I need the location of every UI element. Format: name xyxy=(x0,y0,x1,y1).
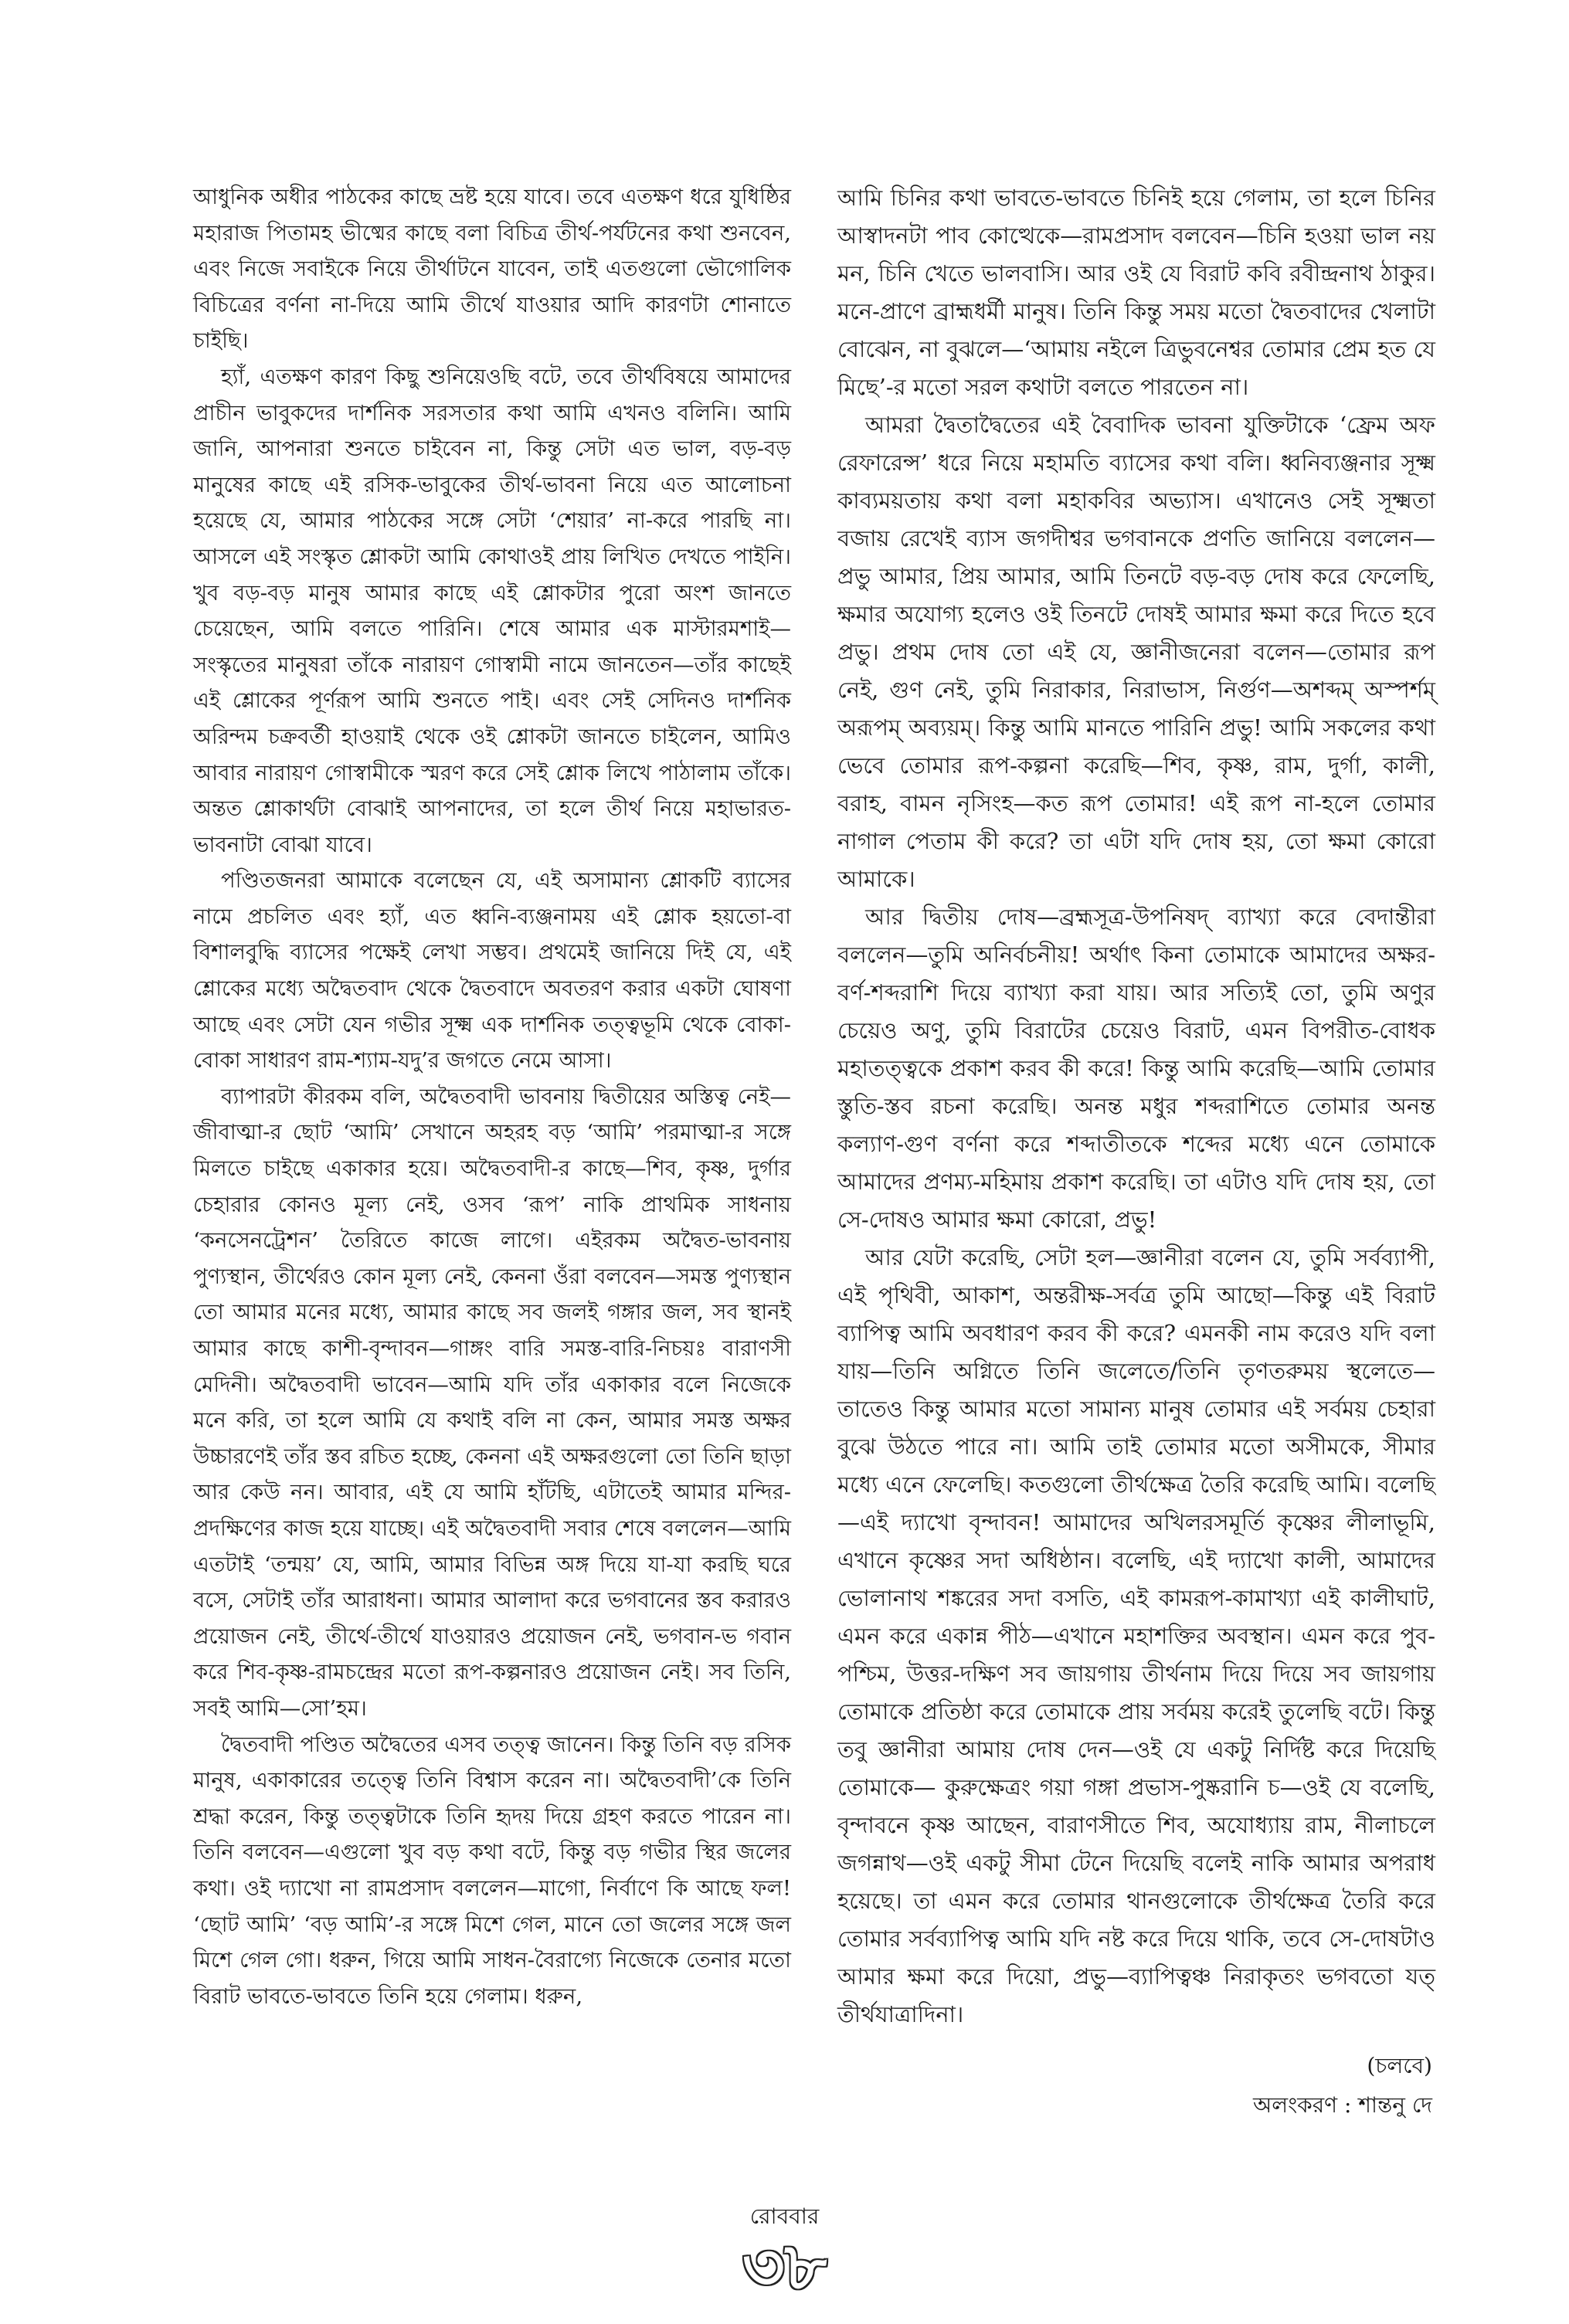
footer-publication-name: রোববার xyxy=(749,2204,820,2229)
paragraph: আধুনিক অধীর পাঠকের কাছে ভ্রষ্ট হয়ে যাবে। তবে এতক্ষণ ধরে যুধিষ্ঠির মহারাজ পিতামহ ভীষ্মের কাছে বলা বিচিত্র তীর্থ-পর্যটনের কথা শুনবেন, এবং নিজে সবাইকে নিয়ে তীর্থাটনে যাবেন, তাই এতগুলো ভৌগোলিক বিচিত্রের বর্ণনা না-দিয়ে আমি তীর্থে যাওয়ার আদি কারণটা শোনাতে চাইছি। xyxy=(193,185,791,354)
paragraph: আর দ্বিতীয় দোষ—ব্রহ্মসূত্র-উপনিষদ্‌ ব্যাখ্যা করে বেদান্তীরা বললেন—তুমি অনির্বচনীয়! অর্থাৎ কিনা তোমাকে আমাদের অক্ষর-বর্ণ-শব্দরাশি দিয়ে ব্যাখ্যা করা যায়। আর সত্যিই তো, তুমি অণুর চেয়েও অণু, তুমি বিরাটের চেয়েও বিরাট, এমন বিপরীত-বোধক মহাতত্ত্বকে প্রকাশ করব কী করে! কিন্তু আমি করেছি—আমি তোমার স্তুতি-স্তব রচনা করেছি। অনন্ত মধুর শব্দরাশিতে তোমার অনন্ত কল্যাণ-গুণ বর্ণনা করে শব্দাতীতকে শব্দের মধ্যে এনে তোমাকে আমাদের প্রণম্য-মহিমায় প্রকাশ করেছি। তা এটাও যদি দোষ হয়, তো সে-দোষও আমার ক্ষমা কোরো, প্রভু! xyxy=(837,904,1435,1233)
paragraph: পণ্ডিতজনরা আমাকে বলেছেন যে, এই অসামান্য শ্লোকটি ব্যাসের নামে প্রচলিত এবং হ্যাঁ, এত ধ্বনি-ব্যঞ্জনাময় এই শ্লোক হয়তো-বা বিশালবুদ্ধি ব্যাসের পক্ষেই লেখা সম্ভব। প্রথমেই জানিয়ে দিই যে, এই শ্লোকের মধ্যে অদ্বৈতবাদ থেকে দ্বৈতবাদে অবতরণ করার একটা ঘোষণা আছে এবং সেটা যেন গভীর সূক্ষ্ম এক দার্শনিক তত্ত্বভূমি থেকে বোকা-বোকা সাধারণ রাম-শ্যাম-যদু’র জগতে নেমে আসা। xyxy=(193,868,791,1074)
left-column xyxy=(193,179,791,2014)
right-column xyxy=(837,179,1435,2034)
paragraph: আমি চিনির কথা ভাবতে-ভাবতে চিনিই হয়ে গেলাম, তা হলে চিনির আস্বাদনটা পাব কোত্থেকে—রামপ্রসাদ বলবেন—চিনি হওয়া ভাল নয় মন, চিনি খেতে ভালবাসি। আর ওই যে বিরাট কবি রবীন্দ্রনাথ ঠাকুর। মনে-প্রাণে ব্রাহ্মধর্মী মানুষ। তিনি কিন্তু সময় মতো দ্বৈতবাদের খেলাটা বোঝেন, না বুঝলে—‘আমায় নইলে ত্রিভুবনেশ্বর তোমার প্রেম হত যে মিছে’-র মতো সরল কথাটা বলতে পারতেন না। xyxy=(837,185,1435,400)
paragraph: ব্যাপারটা কীরকম বলি, অদ্বৈতবাদী ভাবনায় দ্বিতীয়ের অস্তিত্ব নেই—জীবাত্মা-র ছোট ‘আমি’ সেখানে অহরহ বড় ‘আমি’ পরমাত্মা-র সঙ্গে মিলতে চাইছে একাকার হয়ে। অদ্বৈতবাদী-র কাছে—শিব, কৃষ্ণ, দুর্গার চেহারার কোনও মূল্য নেই, ওসব ‘রূপ’ নাকি প্রাথমিক সাধনায় ‘কনসেনট্রেশন’ তৈরিতে কাজে লাগে। এইরকম অদ্বৈত-ভাবনায় পুণ্যস্থান, তীর্থেরও কোন মূল্য নেই, কেননা ওঁরা বলবেন—সমস্ত পুণ্যস্থান তো আমার মনের মধ্যে, আমার কাছে সব জলই গঙ্গার জল, সব স্থানই আমার কাছে কাশী-বৃন্দাবন—গাঙ্গং বারি সমস্ত-বারি-নিচয়ঃ বারাণসী মেদিনী। অদ্বৈতবাদী ভাবেন—আমি যদি তাঁর একাকার বলে নিজেকে মনে করি, তা হলে আমি যে কথাই বলি না কেন, আমার সমস্ত অক্ষর উচ্চারণেই তাঁর স্তব রচিত হচ্ছে, কেননা এই অক্ষরগুলো তো তিনি ছাড়া আর কেউ নন। আবার, এই যে আমি হাঁটছি, এটাতেই আমার মন্দির-প্রদক্ষিণের কাজ হয়ে যাচ্ছে। এই অদ্বৈতবাদী সবার শেষে বললেন—আমি এতটাই ‘তন্ময়’ যে, আমি, আমার বিভিন্ন অঙ্গ দিয়ে যা-যা করছি ঘরে বসে, সেটাই তাঁর আরাধনা। আমার আলাদা করে ভগবানের স্তব করারও প্রয়োজন নেই, তীর্থে-তীর্থে যাওয়ারও প্রয়োজন নেই, ভগবান-ভ গবান করে শিব-কৃষ্ণ-রামচন্দ্রের মতো রূপ-কল্পনারও প্রয়োজন নেই। সব তিনি, সবই আমি—সো’হম। xyxy=(193,1084,791,1721)
paragraph: আর যেটা করেছি, সেটা হল—জ্ঞানীরা বলেন যে, তুমি সর্বব্যাপী, এই পৃথিবী, আকাশ, অন্তরীক্ষ-সর্বত্র তুমি আছো—কিন্তু এই বিরাট ব্যাপিত্ব আমি অবধারণ করব কী করে? এমনকী নাম করেও যদি বলা যায়—তিনি অগ্নিতে তিনি জলেতে/তিনি তৃণতরুময় স্থলেতে—তাতেও কিন্তু আমার মতো সামান্য মানুষ তোমার এই সর্বময় চেহারা বুঝে উঠতে পারে না। আমি তাই তোমার মতো অসীমকে, সীমার মধ্যে এনে ফেলেছি। কতগুলো তীর্থক্ষেত্র তৈরি করেছি আমি। বলেছি—এই দ্যাখো বৃন্দাবন! আমাদের অখিলরসমূর্তি কৃষ্ণের লীলাভূমি, এখানে কৃষ্ণের সদা অধিষ্ঠান। বলেছি, এই দ্যাখো কালী, আমাদের ভোলানাথ শঙ্করের সদা বসতি, এই কামরূপ-কামাখ্যা এই কালীঘাট, এমন করে একান্ন পীঠ—এখানে মহাশক্তির অবস্থান। এমন করে পুব-পশ্চিম, উত্তর-দক্ষিণ সব জায়গায় তীর্থনাম দিয়ে দিয়ে সব জায়গায় তোমাকে প্রতিষ্ঠা করে তোমাকে প্রায় সর্বময় করেই তুলেছি বটে। কিন্তু তবু জ্ঞানীরা আমায় দোষ দেন—ওই যে একটু নির্দিষ্ট করে দিয়েছি তোমাকে— কুরুক্ষেত্রং গয়া গঙ্গা প্রভাস-পুষ্করানি চ—ওই যে বলেছি, বৃন্দাবনে কৃষ্ণ আছেন, বারাণসীতে শিব, অযোধ্যায় রাম, নীলাচলে জগন্নাথ—ওই একটু সীমা টেনে দিয়েছি বলেই নাকি আমার অপরাধ হয়েছে। তা এমন করে তোমার থানগুলোকে তীর্থক্ষেত্র তৈরি করে তোমার সর্বব্যাপিত্ব আমি যদি নষ্ট করে দিয়ে থাকি, তবে সে-দোষটাও আমার ক্ষমা করে দিয়ো, প্রভু—ব্যাপিত্বঞ্চ নিরাকৃতং ভগবতো যত্‌ তীর্থযাত্রাদিনা। xyxy=(837,1244,1435,2027)
illustration-credit: অলংকরণ : শান্তনু দে xyxy=(1253,2092,1432,2118)
continued-note: (চলবে) xyxy=(1367,2053,1432,2078)
paragraph: আমরা দ্বৈতাদ্বৈতের এই বৈবাদিক ভাবনা যুক্তিটাকে ‘ফ্রেম অফ রেফারেন্স’ ধরে নিয়ে মহামতি ব্যাসের কথা বলি। ধ্বনিব্যঞ্জনার সূক্ষ্ম কাব্যময়তায় কথা বলা মহাকবির অভ্যাস। এখানেও সেই সূক্ষ্মতা বজায় রেখেই ব্যাস জগদীশ্বর ভগবানকে প্রণতি জানিয়ে বললেন—প্রভু আমার, প্রিয় আমার, আমি তিনটে বড়-বড় দোষ করে ফেলেছি, ক্ষমার অযোগ্য হলেও ওই তিনটে দোষই আমার ক্ষমা করে দিতে হবে প্রভু। প্রথম দোষ তো এই যে, জ্ঞানীজনেরা বলেন—তোমার রূপ নেই, গুণ নেই, তুমি নিরাকার, নিরাভাস, নির্গুণ—অশব্দম্‌ অস্পর্শম্‌ অরূপম্‌ অব্যয়ম্‌। কিন্তু আমি মানতে পারিনি প্রভু! আমি সকলের কথা ভেবে তোমার রূপ-কল্পনা করেছি—শিব, কৃষ্ণ, রাম, দুর্গা, কালী, বরাহ, বামন নৃসিংহ—কত রূপ তোমার! এই রূপ না-হলে তোমার নাগাল পেতাম কী করে? তা এটা যদি দোষ হয়, তো ক্ষমা কোরো আমাকে। xyxy=(837,412,1435,892)
paragraph: হ্যাঁ, এতক্ষণ কারণ কিছু শুনিয়েওছি বটে, তবে তীর্থবিষয়ে আমাদের প্রাচীন ভাবুকদের দার্শনিক সরসতার কথা আমি এখনও বলিনি। আমি জানি, আপনারা শুনতে চাইবেন না, কিন্তু সেটা এত ভাল, বড়-বড় মানুষের কাছে এই রসিক-ভাবুকের তীর্থ-ভাবনা নিয়ে এত আলোচনা হয়েছে যে, আমার পাঠকের সঙ্গে সেটা ‘শেয়ার’ না-করে পারছি না। আসলে এই সংস্কৃত শ্লোকটা আমি কোথাওই প্রায় লিখিত দেখতে পাইনি। খুব বড়-বড় মানুষ আমার কাছে এই শ্লোকটার পুরো অংশ জানতে চেয়েছেন, আমি বলতে পারিনি। শেষে আমার এক মাস্টারমশাই—সংস্কৃতের মানুষরা তাঁকে নারায়ণ গোস্বামী নামে জানতেন—তাঁর কাছেই এই শ্লোকের পূর্ণরূপ আমি শুনতে পাই। এবং সেই সেদিনও দার্শনিক অরিন্দম চক্রবর্তী হাওয়াই থেকে ওই শ্লোকটা জানতে চাইলেন, আমিও আবার নারায়ণ গোস্বামীকে স্মরণ করে সেই শ্লোক লিখে পাঠালাম তাঁকে। অন্তত শ্লোকার্থটা বোঝাই আপনাদের, তা হলে তীর্থ নিয়ে মহাভারত-ভাবনাটা বোঝা যাবে। xyxy=(193,364,791,857)
page-number: ৩৮ xyxy=(742,2228,827,2305)
paragraph: দ্বৈতবাদী পণ্ডিত অদ্বৈতের এসব তত্ত্ব জানেন। কিন্তু তিনি বড় রসিক মানুষ, একাকারের তত্ত্বে তিনি বিশ্বাস করেন না। অদ্বৈতবাদী’কে তিনি শ্রদ্ধা করেন, কিন্তু তত্ত্বটাকে তিনি হৃদয় দিয়ে গ্রহণ করতে পারেন না। তিনি বলবেন—এগুলো খুব বড় কথা বটে, কিন্তু বড় গভীর স্থির জলের কথা। ওই দ্যাখো না রামপ্রসাদ বললেন—মাগো, নির্বাণে কি আছে ফল! ‘ছোট আমি’ ‘বড় আমি’-র সঙ্গে মিশে গেল, মানে তো জলের সঙ্গে জল মিশে গেল গো। ধরুন, গিয়ে আমি সাধন-বৈরাগ্যে নিজেকে তেনার মতো বিরাট ভাবতে-ভাবতে তিনি হয়ে গেলাম। ধরুন, xyxy=(193,1732,791,2009)
